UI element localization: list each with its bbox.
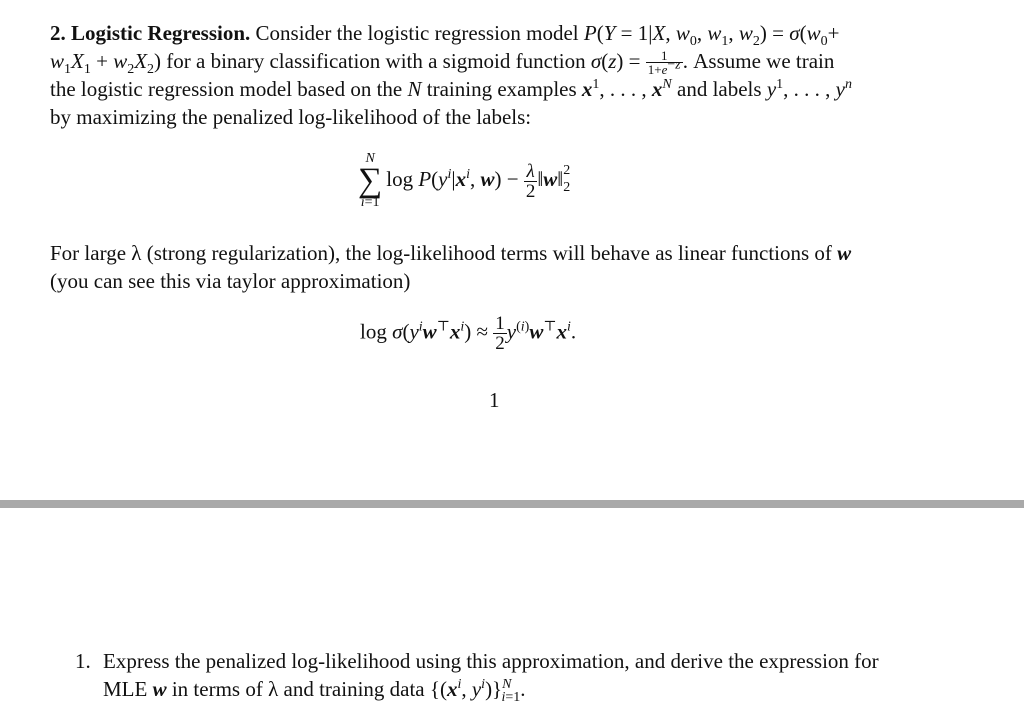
intro-text-3: Assume we train	[693, 48, 835, 73]
question-line-2: in terms of λ and training data	[171, 676, 425, 701]
lambda-fraction: $\frac{\lambda}{2}$	[525, 160, 536, 202]
question-line-1: Express the penalized log-likelihood using this approximation, and derive the expression for	[103, 649, 879, 673]
intro-text-1: Consider the logistic regression model	[255, 21, 579, 45]
intro-text-5: training examples	[426, 77, 577, 102]
page-number: 1	[489, 388, 500, 412]
intro-text-7: by maximizing the penalized log-likelihood of the labels:	[50, 104, 532, 129]
problem-intro: 2. Logistic Regression. Consider the logistic regression model P(Y = 1|X, $w_0$, $w_1$, $w_2) = \sigma(w_0+$ $w_1X_1 + w_2X_2$) for a binary classification with a sigmoid function σ(z) = $\frac{1}{1+e^{-z}}$ . Assume we train the logistic regression model based on the N training examples $x^1$, . . . , $x^N$ and labels $y^1$, . . . , $y^n$ by maximizing the penalized log-likelihood of the labels:	[50, 21, 852, 129]
model-formula: P	[583, 21, 597, 45]
intro-text-6: and labels	[677, 77, 762, 102]
problem-heading: 2. Logistic Regression.	[50, 21, 251, 45]
taylor-approximation-equation: $\log \sigma(y^iw^⊤x^i)$ ≈ $\frac{1}{2}$ $y^{(i)}w^⊤x^i$.	[360, 313, 577, 354]
large-lambda-text-1: For large λ (strong regularization), the log-likelihood terms will behave as linear functions of	[50, 241, 832, 265]
half-fraction: $\frac{1}{2}$	[495, 313, 505, 354]
intro-text-4: the logistic regression model based on the	[50, 77, 403, 102]
penalized-likelihood-equation: N ∑ i=1 $\log P(y^i|x^i$, w) − $\frac{\lambda}{2}$ ‖w‖$^2_2$	[358, 151, 571, 210]
large-lambda-text-2: (you can see this via taylor approximation)	[50, 268, 411, 293]
summation-symbol: N ∑ i=1	[358, 151, 383, 210]
large-lambda-paragraph: For large λ (strong regularization), the log-likelihood terms will behave as linear functions of w (you can see this via taylor approximation)	[50, 241, 852, 293]
sigmoid-fraction: $\frac{1}{1+e^{-z}}$	[647, 48, 681, 78]
intro-text-2: for a binary classification with a sigmoid function	[166, 48, 586, 73]
page-separator	[0, 500, 1024, 508]
question-number: 1.	[75, 649, 91, 673]
